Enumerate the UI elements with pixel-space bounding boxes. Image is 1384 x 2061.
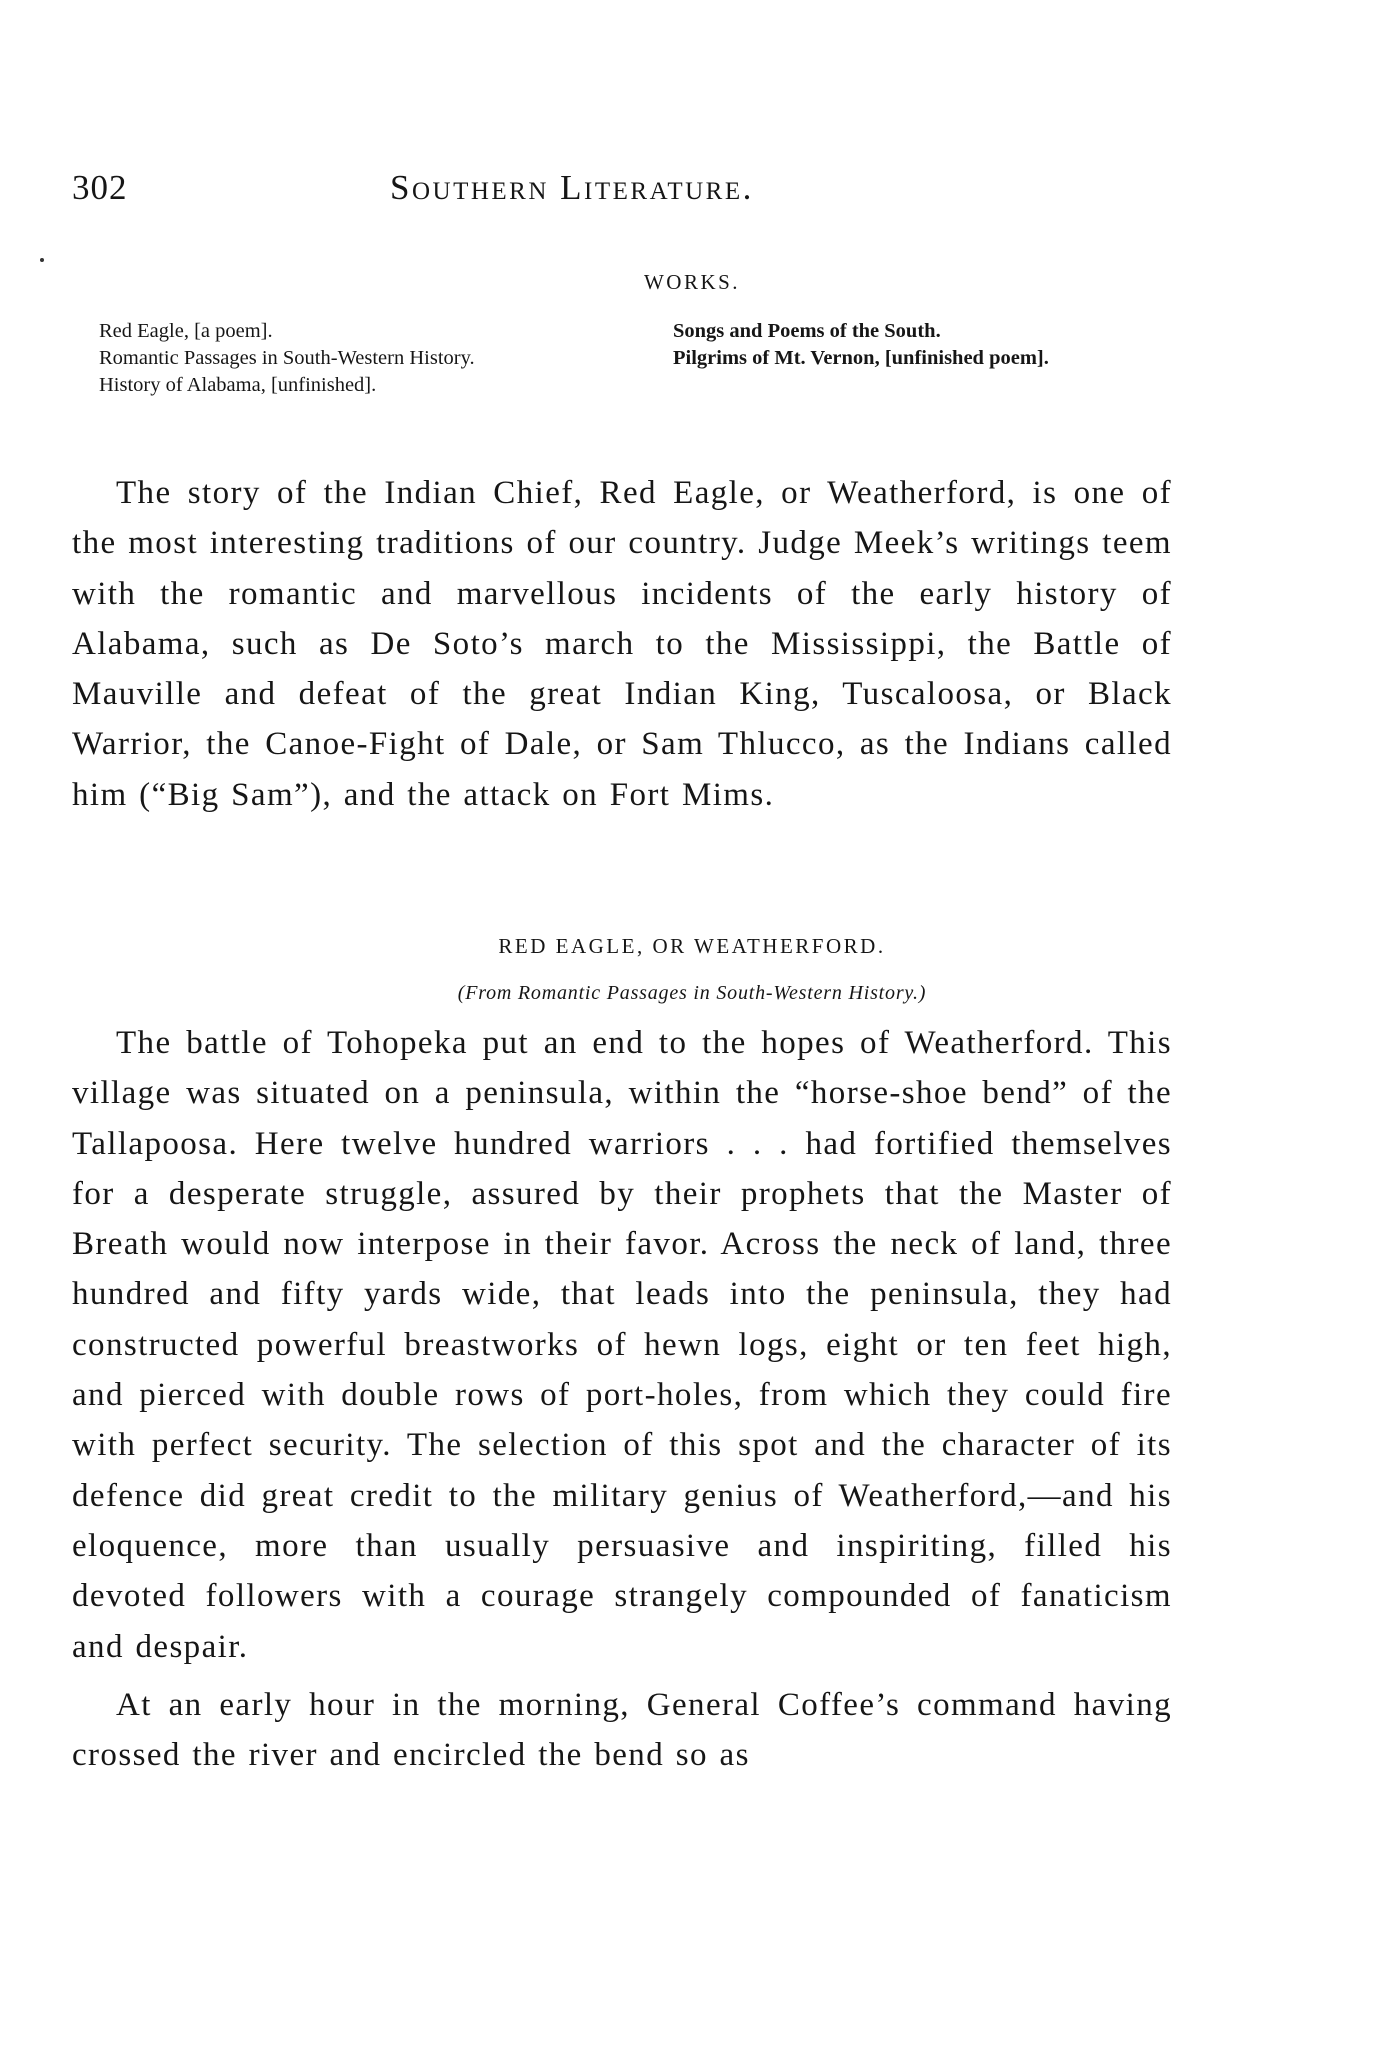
works-item: Pilgrims of Mt. Vernon, [unfinished poem]. (673, 347, 1049, 369)
excerpt-body (72, 1018, 1172, 1780)
intro-section (72, 468, 1172, 820)
intro-paragraph: The story of the Indian Chief, Red Eagle, or Weatherford, is one of the most interesting traditions of our country. Judge Meek’s writings teem with the romantic and marvellous incidents of the early history of Alabama, such as De Soto’s march to the Mississippi, the Battle of Mauville and defeat of the great Indian King, Tuscaloosa, or Black Warrior, the Canoe-Fight of Dale, or Sam Thlucco, as the Indians called him (“Big Sam”), and the attack on Fort Mims. (72, 475, 1172, 813)
excerpt-title: RED EAGLE, OR WEATHERFORD. (498, 934, 886, 958)
page-number: 302 (72, 168, 128, 207)
works-list-left (74, 318, 599, 399)
stray-mark (40, 258, 44, 262)
page-header (72, 168, 1172, 218)
excerpt-paragraph: At an early hour in the morning, General Coffee’s command having crossed the river and encircled the bend so as (72, 1686, 1172, 1774)
works-item: Romantic Passages in South-Western History. (99, 347, 475, 369)
works-item: History of Alabama, [unfinished]. (99, 374, 377, 396)
excerpt-paragraph: The battle of Tohopeka put an end to the hopes of Weatherford. This village was situated on a peninsula, within the “horse-shoe bend” of the Tallapoosa. Here twelve hundred warriors . . . had fortified themselves for a desperate struggle, assured by their prophets that the Master of Breath would now interpose in their favor. Across the neck of land, three hundred and fifty yards wide, that leads into the peninsula, they had constructed powerful breastworks of hewn logs, eight or ten feet high, and pierced with double rows of port-holes, from which they could fire with perfect security. The selection of this spot and the character of its defence did great credit to the military genius of Weatherford,—and his eloquence, more than usually persuasive and inspiriting, filled his devoted followers with a courage strangely compounded of fanaticism and despair. (72, 1025, 1172, 1665)
works-item: Songs and Poems of the South. (673, 320, 941, 342)
excerpt-source: (From Romantic Passages in South-Western History.) (457, 982, 927, 1004)
works-list-right (648, 318, 1173, 372)
works-item: Red Eagle, [a poem]. (99, 320, 273, 342)
works-heading: WORKS. (643, 270, 741, 294)
running-head: Southern Literature. (390, 168, 754, 207)
